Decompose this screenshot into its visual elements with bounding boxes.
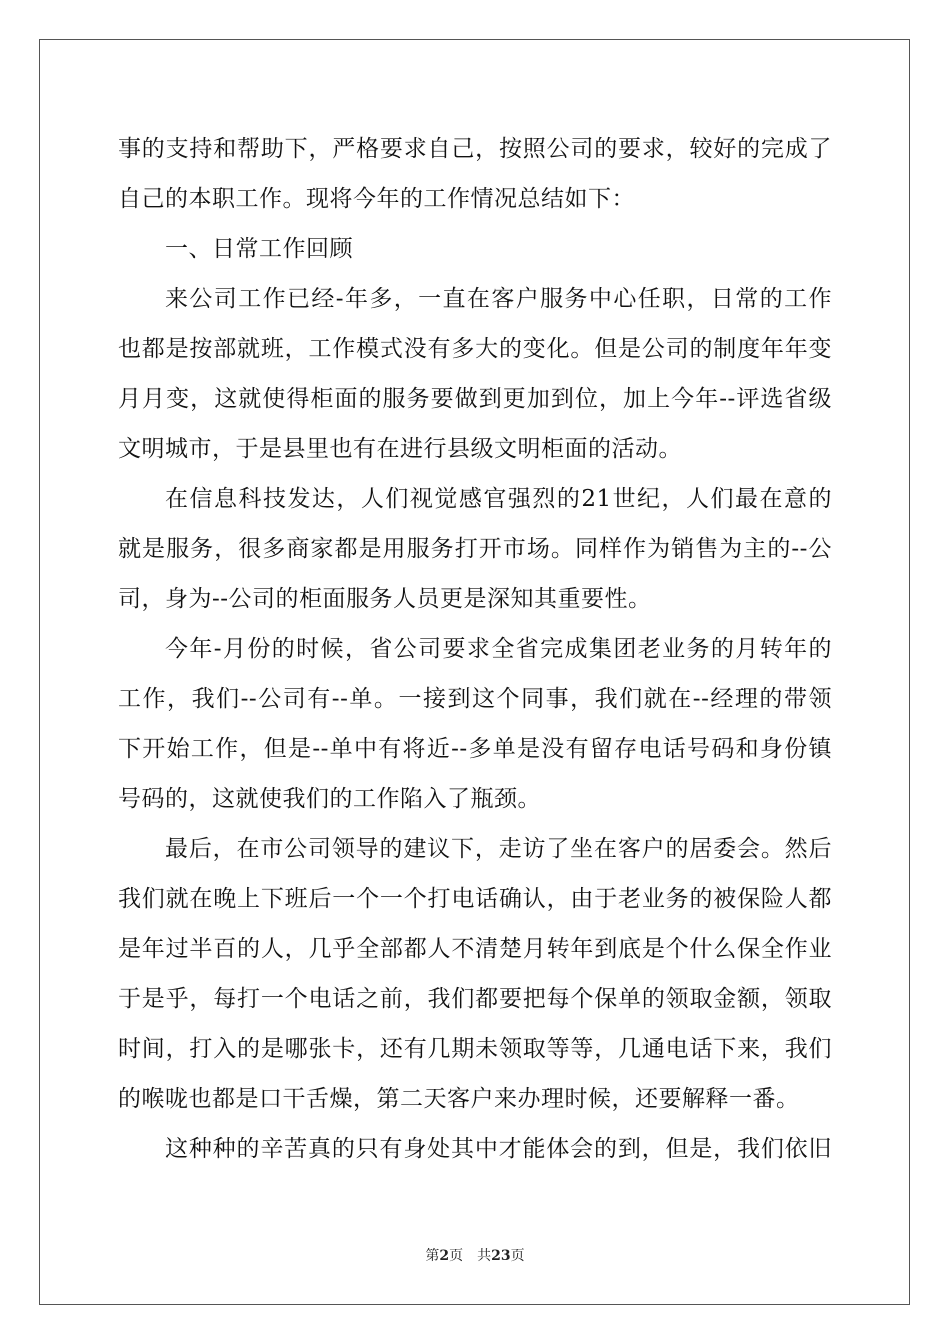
text-line: 下开始工作，但是--单中有将近--多单是没有留存电话号码和身份镇 <box>118 736 832 762</box>
page-footer <box>0 1246 950 1266</box>
page-prefix: 第 <box>425 1248 440 1264</box>
text-line: 工作，我们--公司有--单。一接到这个同事，我们就在--经理的带领 <box>118 686 832 712</box>
text-line: 这种种的辛苦真的只有身处其中才能体会的到，但是，我们依旧 <box>165 1136 832 1162</box>
current-page-number: 2 <box>439 1248 450 1264</box>
text-line: 在信息科技发达，人们视觉感官强烈的21世纪，人们最在意的 <box>165 486 832 512</box>
text-line: 司，身为--公司的柜面服务人员更是深知其重要性。 <box>118 586 652 612</box>
text-line: 于是乎，每打一个电话之前，我们都要把每个保单的领取金额，领取 <box>118 986 832 1012</box>
text-line: 是年过半百的人，几乎全部都人不清楚月转年到底是个什么保全作业 <box>118 936 832 962</box>
text-line: 自己的本职工作。现将今年的工作情况总结如下： <box>118 186 635 212</box>
text-line: 的喉咙也都是口干舌燥，第二天客户来办理时候，还要解释一番。 <box>118 1086 800 1112</box>
text-line: 号码的，这就使我们的工作陷入了瓶颈。 <box>118 786 541 812</box>
text-line: 一、日常工作回顾 <box>165 236 353 262</box>
text-line: 来公司工作已经-年多，一直在客户服务中心任职，日常的工作 <box>165 286 832 312</box>
total-page-number: 23 <box>491 1248 511 1264</box>
text-line: 文明城市，于是县里也有在进行县级文明柜面的活动。 <box>118 436 682 462</box>
text-line: 就是服务，很多商家都是用服务打开市场。同样作为销售为主的--公 <box>118 536 832 562</box>
page-suffix: 页 <box>449 1248 464 1264</box>
text-line: 今年-月份的时候，省公司要求全省完成集团老业务的月转年的 <box>165 636 832 662</box>
text-line: 事的支持和帮助下，严格要求自己，按照公司的要求，较好的完成了 <box>118 136 832 162</box>
text-line: 月月变，这就使得柜面的服务要做到更加到位，加上今年--评选省级 <box>118 386 832 412</box>
text-line: 时间，打入的是哪张卡，还有几期未领取等等，几通电话下来，我们 <box>118 1036 832 1062</box>
total-suffix: 页 <box>510 1248 525 1264</box>
body-text <box>118 124 832 1174</box>
text-line: 我们就在晚上下班后一个一个打电话确认，由于老业务的被保险人都 <box>118 886 832 912</box>
total-prefix: 共 <box>477 1248 492 1264</box>
text-line: 也都是按部就班，工作模式没有多大的变化。但是公司的制度年年变 <box>118 336 832 362</box>
text-line: 最后，在市公司领导的建议下，走访了坐在客户的居委会。然后 <box>165 836 832 862</box>
